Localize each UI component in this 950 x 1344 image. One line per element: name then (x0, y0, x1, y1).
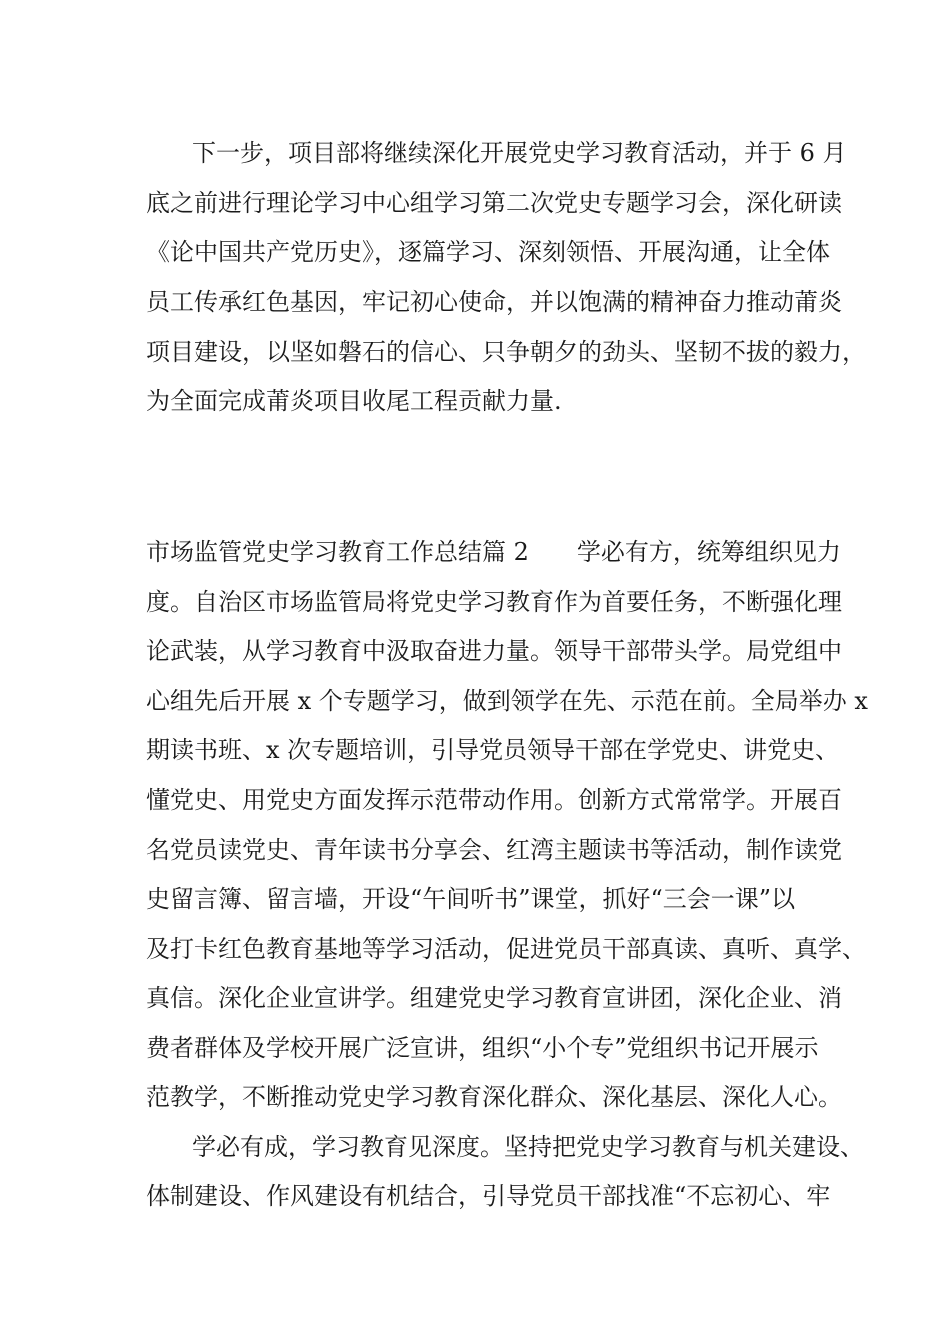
paragraph-2-line-7: 名党员读党史、青年读书分享会、红湾主题读书等活动，制作读党 (146, 836, 842, 864)
paragraph-2-line-12: 范教学，不断推动党史学习教育深化群众、深化基层、深化人心。 (146, 1083, 842, 1111)
paragraph-2-line-3: 论武装，从学习教育中汲取奋进力量。领导干部带头学。局党组中 (146, 637, 842, 665)
paragraph-2-line-8: 史留言簿、留言墙，开设“午间听书”课堂，抓好“三会一课”以 (146, 885, 796, 913)
paragraph-1-line-1: 下一步，项目部将继续深化开展党史学习教育活动，并于 6 月 (192, 139, 847, 167)
section-title: 市场监管党史学习教育工作总结篇 2 (146, 538, 529, 566)
paragraph-2-line-1: 学必有方，统筹组织见力 (576, 538, 841, 566)
paragraph-2-line-4: 心组先后开展 x 个专题学习，做到领学在先、示范在前。全局举办 x (146, 687, 868, 715)
paragraph-2-line-5: 期读书班、x 次专题培训，引导党员领导干部在学党史、讲党史、 (146, 736, 840, 764)
paragraph-1-line-5: 项目建设，以坚如磐石的信心、只争朝夕的劲头、坚韧不拔的毅力， (146, 338, 866, 366)
paragraph-3-line-1: 学必有成，学习教育见深度。坚持把党史学习教育与机关建设、 (192, 1133, 864, 1161)
paragraph-1-line-4: 员工传承红色基因，牢记初心使命，并以饱满的精神奋力推动莆炎 (146, 288, 842, 316)
paragraph-2-line-6: 懂党史、用党史方面发挥示范带动作用。创新方式常常学。开展百 (146, 786, 842, 814)
section-title-line (146, 537, 841, 567)
paragraph-1-line-3: 《论中国共产党历史》，逐篇学习、深刻领悟、开展沟通，让全体 (146, 238, 830, 266)
paragraph-1-line-2: 底之前进行理论学习中心组学习第二次党史专题学习会，深化研读 (146, 189, 842, 217)
paragraph-1-line-6: 为全面完成莆炎项目收尾工程贡献力量. (146, 387, 562, 415)
paragraph-2-line-10: 真信。深化企业宣讲学。组建党史学习教育宣讲团，深化企业、消 (146, 984, 842, 1012)
paragraph-2-line-11: 费者群体及学校开展广泛宣讲，组织“小个专”党组织书记开展示 (146, 1034, 819, 1062)
paragraph-2-line-9: 及打卡红色教育基地等学习活动，促进党员干部真读、真听、真学、 (146, 935, 866, 963)
paragraph-2-line-2: 度。自治区市场监管局将党史学习教育作为首要任务，不断强化理 (146, 588, 842, 616)
paragraph-3-line-2: 体制建设、作风建设有机结合，引导党员干部找准“不忘初心、牢 (146, 1182, 831, 1210)
